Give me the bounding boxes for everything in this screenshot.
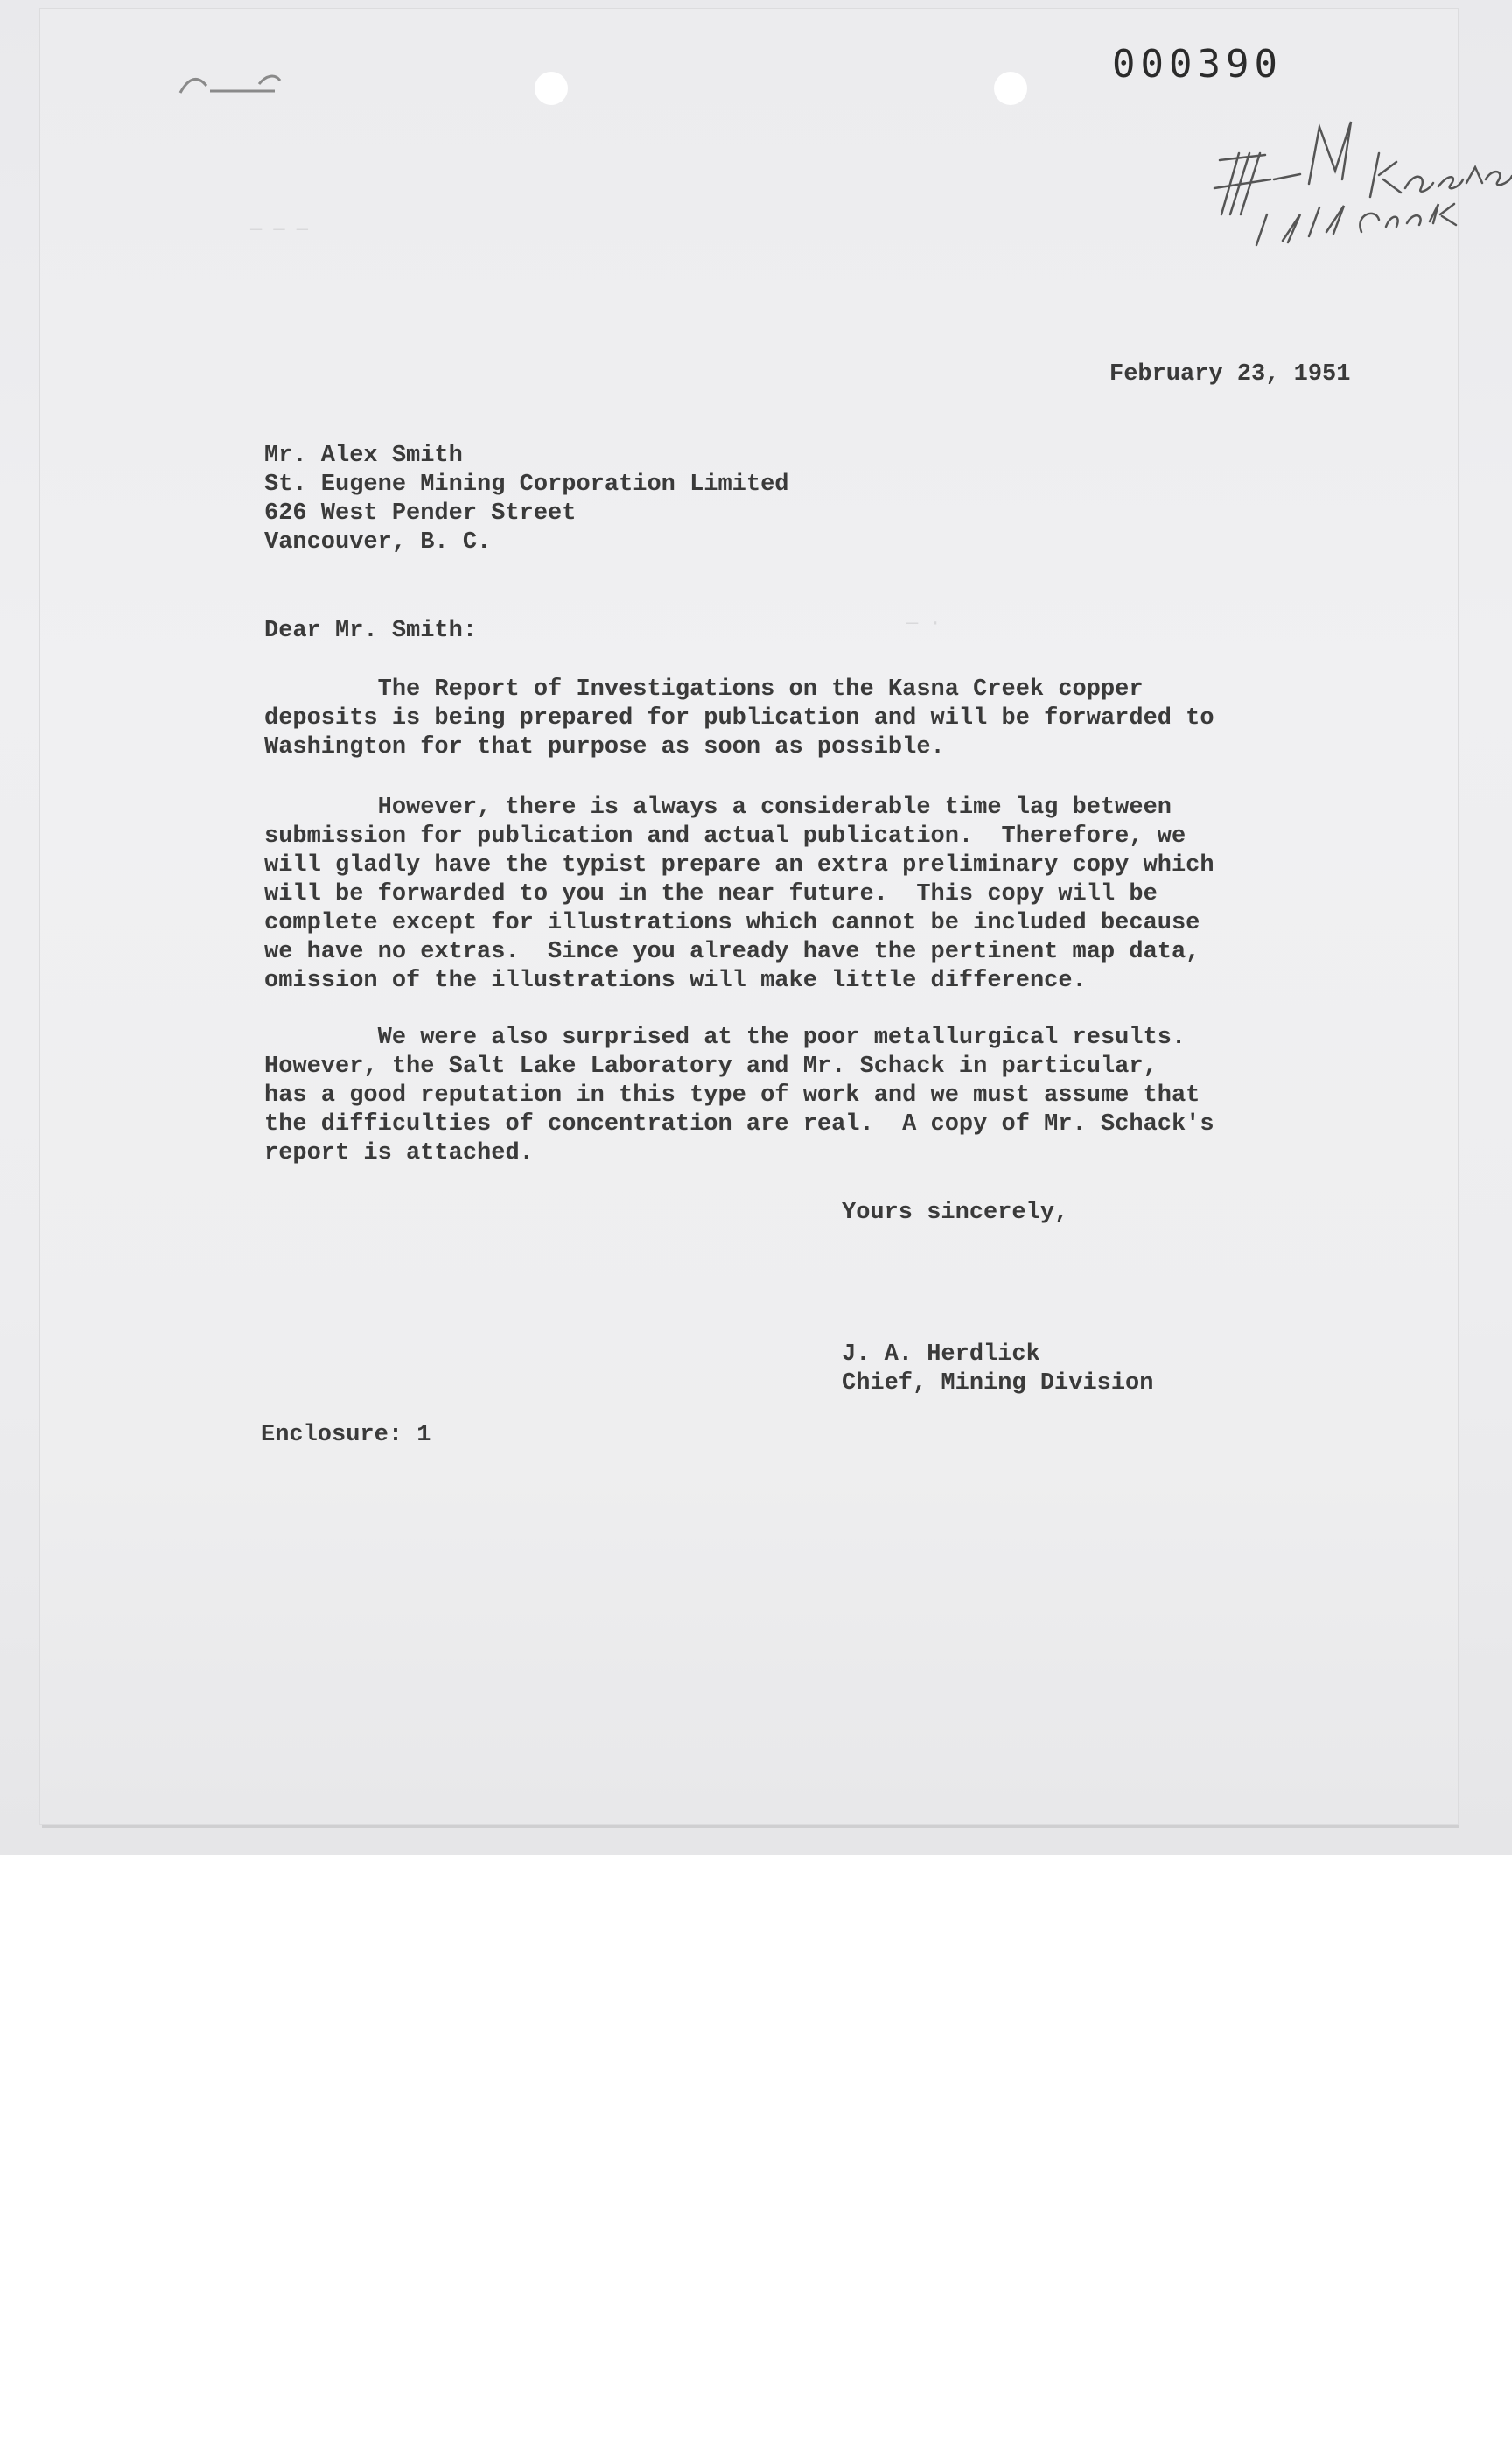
signature-block (842, 1340, 1153, 1398)
handwritten-annotation (1204, 92, 1512, 267)
recipient-company: St. Eugene Mining Corporation Limited (264, 472, 789, 498)
body-paragraph-2: However, there is always a considerable time lag between submission for publication and actual publication. Therefore, we will gladly have the typist prepare an extra preliminary copy which will be forwarded to you in the near future. This copy will be complete except for illustrations which cannot be included because we have no extras. Since you already have the pertinent map data, omission of the illustrations will make little difference. (264, 794, 1214, 994)
body-paragraph-3: We were also surprised at the poor metallurgical results. However, the Salt Lake Laboratory and Mr. Schack in particular, has a good reputation in this type of work and we must assume that the difficulties of concentration are real. A copy of Mr. Schack's report is attached. (264, 1025, 1214, 1166)
closing (842, 1199, 1068, 1228)
signer-title: Chief, Mining Division (842, 1370, 1154, 1396)
letter-date: February 23, 1951 (1110, 361, 1351, 388)
closing-phrase: Yours sincerely, (842, 1200, 1069, 1226)
recipient-street: 626 West Pender Street (264, 500, 577, 527)
corner-pencil-mark (172, 60, 294, 103)
enclosure-note: Enclosure: 1 (261, 1422, 431, 1448)
signer-name: J. A. Herdlick (842, 1341, 1040, 1368)
punch-hole-left (535, 72, 568, 105)
document-number: 000390 (1112, 42, 1283, 87)
recipient-address (264, 442, 789, 557)
bleed-through-text: — · (906, 612, 942, 634)
recipient-name: Mr. Alex Smith (264, 443, 463, 469)
recipient-city: Vancouver, B. C. (264, 529, 492, 556)
bleed-through-text: — — — (250, 219, 309, 241)
body-paragraph-1: The Report of Investigations on the Kasna Creek copper deposits is being prepared for publication and will be forwarded to Washington for that purpose as soon as possible. (264, 676, 1214, 760)
punch-hole-right (994, 72, 1027, 105)
salutation: Dear Mr. Smith: (264, 618, 478, 644)
